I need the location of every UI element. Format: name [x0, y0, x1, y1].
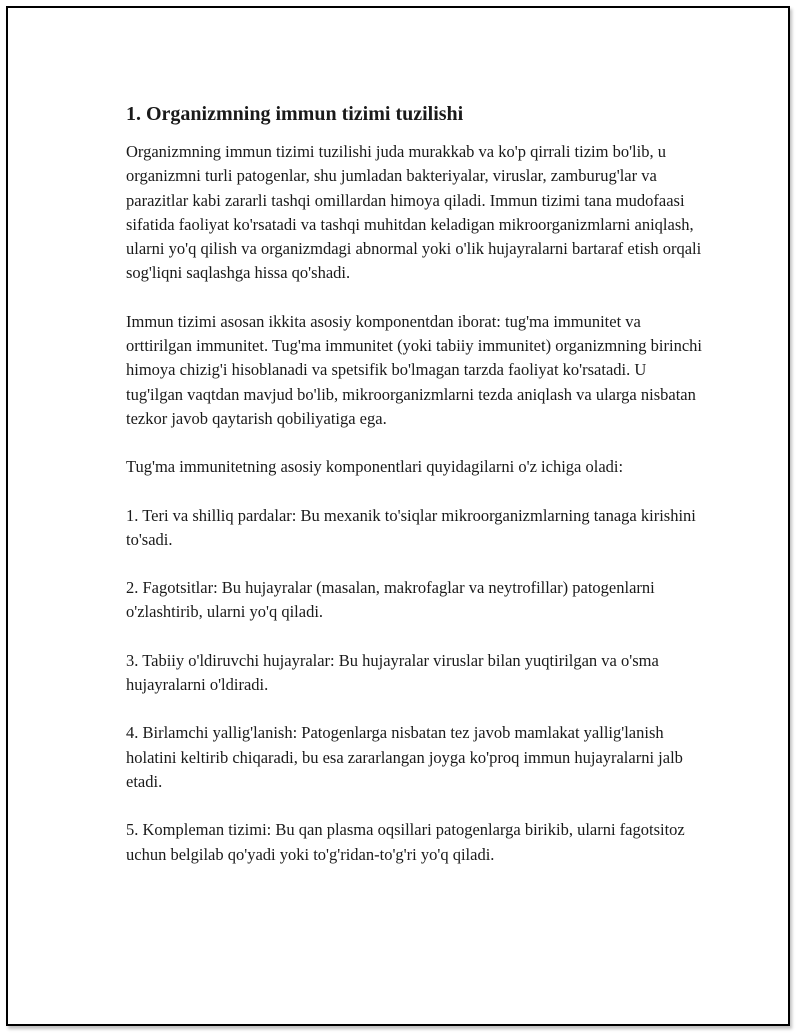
components-paragraph: Immun tizimi asosan ikkita asosiy komponentdan iborat: tug'ma immunitet va orttirilgan immunitet. Tug'ma immunitet (yoki tabiiy immunitet) organizmning birinchi himoya chizig'i hisoblanadi va spetsifik bo'lmagan tarzda faoliyat ko'rsatadi. U tug'ilgan vaqtdan mavjud bo'lib, mikroorganizmlarni tezda aniqlash va ularga nisbatan tezkor javob qaytarish qobiliyatiga ega.: [126, 311, 702, 428]
intro-paragraph: Organizmning immun tizimi tuzilishi juda murakkab va ko'p qirrali tizim bo'lib, u organizmni turli patogenlar, shu jumladan bakteriyalar, viruslar, zamburug'lar va parazitlar kabi zararli tashqi omillardan himoya qiladi. Immun tizimi tana mudofaasi sifatida faoliyat ko'rsatadi va tashqi muhitdan keladigan mikroorganizmlarni aniqlash, ularni yo'q qilish va organizmdagi abnormal yoki o'lik hujayralarni bartaraf etish orqali sog'liqni saqlashga hissa qo'shadi.: [126, 142, 702, 283]
list-intro-paragraph: Tug'ma immunitetning asosiy komponentlari quyidagilarni o'z ichiga oladi:: [126, 457, 624, 477]
document-body: [126, 100, 706, 891]
list-item: 5. Kompleman tizimi: Bu qan plasma oqsillari patogenlarga birikib, ularni fagotsitoz uchun belgilab qo'yadi yoki to'g'ridan-to'g'ri yo'q qiladi.: [126, 820, 685, 864]
section-heading: 1. Organizmning immun tizimi tuzilishi: [126, 103, 464, 125]
list-item: 4. Birlamchi yallig'lanish: Patogenlarga nisbatan tez javob mamlakat yallig'lanish holatini keltirib chiqaradi, bu esa zararlangan joyga ko'proq immun hujayralarni jalb etadi.: [126, 723, 683, 791]
list-item: 1. Teri va shilliq pardalar: Bu mexanik to'siqlar mikroorganizmlarning tanaga kirishini to'sadi.: [126, 505, 696, 549]
page-frame: [6, 6, 790, 1026]
list-item: 3. Tabiiy o'ldiruvchi hujayralar: Bu hujayralar viruslar bilan yuqtirilgan va o'sma hujayralarni o'ldiradi.: [126, 650, 659, 695]
list-item: 2. Fagotsitlar: Bu hujayralar (masalan, makrofaglar va neytrofillar) patogenlarni o'zlashtirib, ularni yo'q qiladi.: [126, 578, 655, 622]
